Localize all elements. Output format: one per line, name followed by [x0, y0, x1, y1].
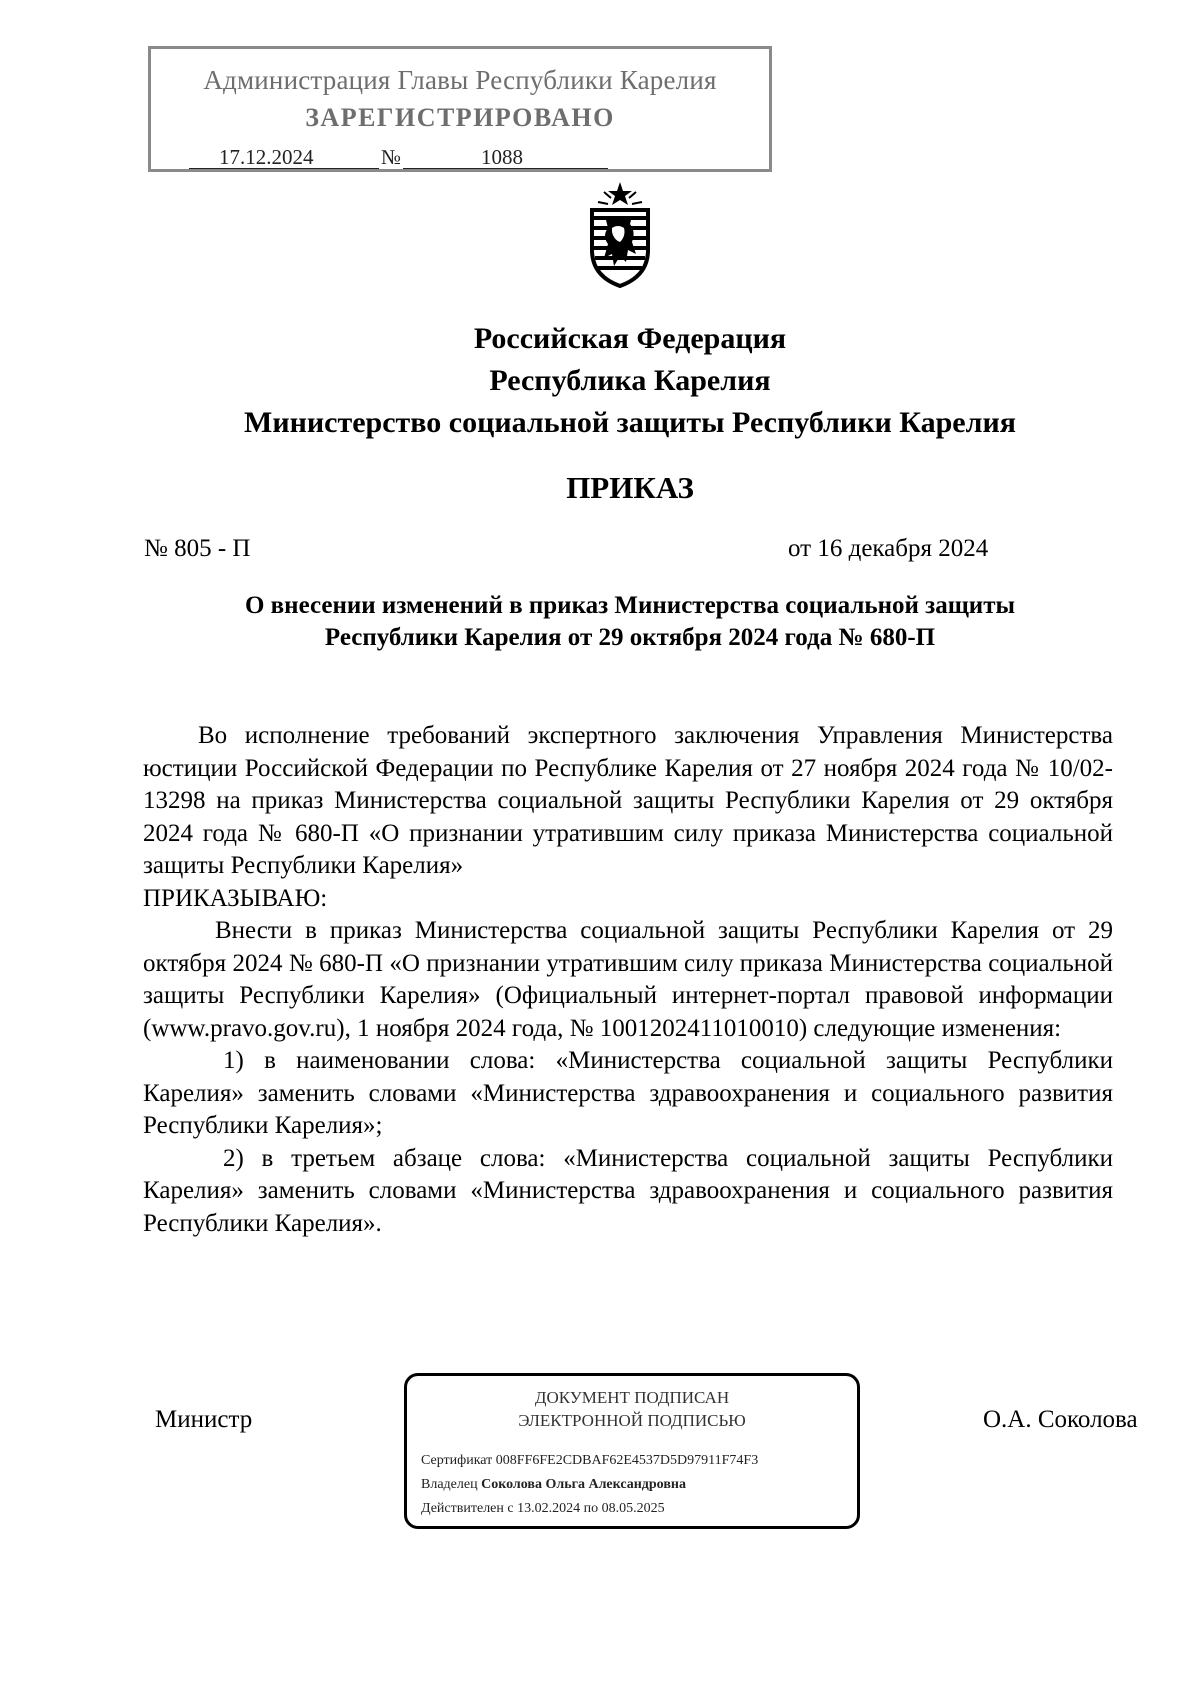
stamp-number: 1088	[403, 146, 608, 169]
signer-name: О.А. Соколова	[983, 1406, 1138, 1433]
order-date: от 16 декабря 2024	[788, 535, 989, 562]
valid-to: 08.05.2025	[601, 1501, 665, 1516]
amendment-item-2: 2) в третьем абзаце слова: «Министерства социальной защиты Республики Карелия» заменить словами «Министерства здравоохранения и социального развития Республики Карелия».	[143, 1144, 1113, 1237]
order-number: № 805 - П	[144, 535, 251, 562]
ministry-title: Министерство социальной защиты Республики Карелия	[244, 406, 1016, 439]
republic-title: Республика Карелия	[489, 364, 771, 397]
country-title: Российская Федерация	[473, 322, 787, 355]
signature-box-title-1: ДОКУМЕНТ ПОДПИСАН	[534, 1388, 730, 1407]
amendment-paragraph: Внести в приказ Министерства социальной защиты Республики Карелия от 29 октября 2024 № 680-П «О признании утратившим силу приказа Министерства социальной защиты Республики Карелия» (Официальный интернет-портал правовой информации (www.pravo.gov.ru), 1 ноября 2024 года, № 1001202411010010) следующие изменения:	[143, 917, 1113, 1042]
valid-from: 13.02.2024	[517, 1501, 581, 1516]
order-body	[143, 720, 1113, 1240]
signer-position: Министр	[155, 1406, 253, 1433]
owner-value: Соколова Ольга Александровна	[481, 1477, 686, 1492]
subject-line-2: Республики Карелия от 29 октября 2024 года № 680-П	[324, 624, 936, 651]
certificate-row	[421, 1453, 758, 1469]
validity-row	[421, 1501, 665, 1517]
valid-to-label: по	[583, 1501, 599, 1516]
subject-line-1: О внесении изменений в приказ Министерства социальной защиты	[244, 592, 1016, 619]
stamp-number-sign: №	[381, 145, 402, 169]
stamp-status: ЗАРЕГИСТРИРОВАНО	[305, 103, 615, 132]
signature-box-title-2: ЭЛЕКТРОННОЙ ПОДПИСЬЮ	[518, 1411, 746, 1430]
owner-label: Владелец	[421, 1477, 478, 1492]
karelia-coat-of-arms-icon	[584, 180, 656, 290]
amendment-item-1: 1) в наименовании слова: «Министерства социальной защиты Республики Карелия» заменить словами «Министерства здравоохранения и социального развития Республики Карелия»;	[143, 1047, 1113, 1139]
registration-stamp	[148, 46, 772, 172]
valid-label: Действителен	[421, 1501, 504, 1516]
certificate-value: 008FF6FE2CDBAF62E4537D5D97911F74F3	[495, 1453, 759, 1468]
stamp-title: Администрация Главы Республики Карелия	[203, 65, 717, 95]
stamp-registration-line	[189, 145, 608, 170]
stamp-date: 17.12.2024	[189, 146, 379, 169]
order-subject	[130, 590, 1130, 654]
preamble-paragraph: Во исполнение требований экспертного заключения Управления Министерства юстиции Российской Федерации по Республике Карелия от 27 ноября 2024 года № 10/02-13298 на приказ Министерства социальной защиты Республики Карелия от 29 октября 2024 года № 680-П «О признании утратившим силу приказа Министерства социальной защиты Республики Карелия»	[143, 722, 1113, 879]
document-type: ПРИКАЗ	[566, 470, 694, 505]
electronic-signature-box	[404, 1373, 860, 1529]
valid-from-label: с	[507, 1501, 514, 1516]
owner-row	[421, 1477, 686, 1493]
order-directive: ПРИКАЗЫВАЮ:	[143, 884, 328, 912]
certificate-label: Сертификат	[421, 1453, 493, 1468]
